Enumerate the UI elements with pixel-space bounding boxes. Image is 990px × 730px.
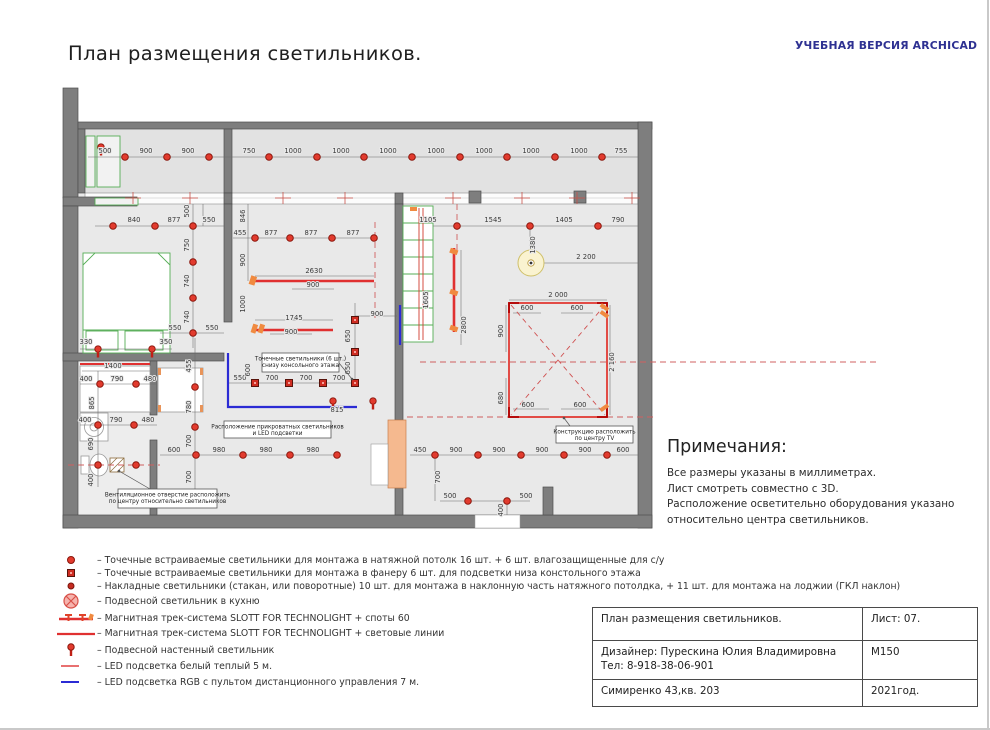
callout-text: Вентиляционное отверстие расположить [104,492,231,499]
ceiling-light-dot [190,223,197,230]
ceiling-light-dot [604,452,611,459]
dim-label: 480 [143,375,157,383]
legend-label: – Накладные светильники (стакан, или поворотные) 10 шт. для монтажа в наклонную часть натяжного потолдка, + 11 шт. для монтажа на лоджии (ГКЛ наклон) [97,580,901,592]
callout-text: снизу консольного этажа [262,363,339,369]
notes-line: Расположение осветительно оборудования указано [667,498,955,511]
dim-label: 750 [183,238,191,252]
dim-label: 500 [183,204,191,218]
legend-item [57,578,900,594]
dim-label: 690 [87,437,95,451]
ceiling-light-dot [287,235,294,242]
ceiling-light-dot [152,223,159,230]
dim-label: 790 [109,416,123,424]
dim-label: 900 [492,446,506,454]
dim-label: 480 [141,416,155,424]
ceiling-light-dot [240,452,247,459]
ceiling-light-dot [133,462,140,469]
ceiling-light-dot [133,381,140,388]
dim-label: 900 [239,253,247,267]
dim-label: 1000 [522,147,540,155]
titleblock-address: Симиренко 43,кв. 203 [593,680,863,706]
notes-title: Примечания: [667,437,787,457]
dim-label: 500 [98,147,112,155]
callout-text: Точечные светильники (6 шт.) [254,356,347,363]
plywood-light-center [354,382,356,384]
dim-label: 900 [578,446,592,454]
legend-label: – Точечные встраиваемые светильники для монтажа в фанеру 6 шт. для подсветки низа констольного этажа [97,567,641,579]
dim-label: 1000 [475,147,493,155]
dim-label: 815 [330,406,344,414]
dim-label: 400 [497,503,505,517]
plywood-light-center [288,382,290,384]
dim-label: 900 [306,281,320,289]
plywood-light-center [354,319,356,321]
ceiling-light-dot [252,235,259,242]
dim-label: 877 [346,229,360,237]
dim-label: 2800 [460,316,468,334]
dim-label: 600 [570,304,584,312]
dim-label: 790 [110,375,124,383]
callout-text: по центру TV [574,436,615,442]
ceiling-light-dot [409,154,416,161]
dim-label: 1000 [570,147,588,155]
dim-label: 700 [332,374,346,382]
ceiling-light-dot [190,295,197,302]
ceiling-light-dot [95,462,102,469]
plywood-light-center [322,382,324,384]
dim-label: 330 [79,338,93,346]
dim-label: 750 [242,147,256,155]
callout-text: Расположение прикроватных светильников [211,424,344,431]
dim-label: 1000 [427,147,445,155]
callout-box [211,421,344,438]
designer-phone: Тел: 8-918-38-06-901 [601,659,714,672]
dim-label: 350 [159,338,173,346]
ceiling-light-dot [190,330,197,337]
ceiling-light-dot [552,154,559,161]
legend-label: – Точечные встраиваемые светильники для монтажа в натяжной потолк 16 шт. + 6 шт. влагозащищенные для с/у [97,554,665,566]
dim-label: 877 [304,229,318,237]
ceiling-light-dot [334,452,341,459]
dim-label: 790 [611,216,625,224]
dim-label: 900 [449,446,463,454]
ceiling-light-dot [192,424,199,431]
dim-label: 755 [614,147,628,155]
legend-label: – Магнитная трек-система SLOTT FOR TECHNOLIGHT + световые линии [97,627,445,639]
legend-label: – Магнитная трек-система SLOTT FOR TECHNOLIGHT + споты 60 [97,612,410,624]
dim-label: 980 [306,446,320,454]
dim-label: 2 200 [576,253,596,261]
ceiling-light-dot [504,154,511,161]
dim-label: 2 000 [548,291,568,299]
led-rgb-icon [57,674,97,690]
titleblock-sheet-number: Лист: 07. [863,608,977,641]
notes-line: Все размеры указаны в миллиметрах. [667,467,877,479]
dim-label: 400 [78,416,92,424]
pendant-kitchen-icon [57,593,97,609]
ceiling-light-dot [329,235,336,242]
archicad-watermark: УЧЕБНАЯ ВЕРСИЯ ARCHICAD [795,39,978,52]
titleblock-sheet-name: План размещения светильников. [593,608,863,641]
notes-line: Лист смотреть совместно с 3D. [667,482,839,495]
ceiling-light-dot [193,452,200,459]
ceiling-light-dot [475,452,482,459]
legend-label: – LED подсветка белый теплый 5 м. [97,660,273,672]
callout-text: по центру относительно светильников [108,499,227,505]
dim-label: 900 [139,147,153,155]
dim-label: 1000 [332,147,350,155]
dim-label: 780 [185,400,193,414]
dim-label: 680 [497,391,505,405]
dim-label: 1000 [239,295,247,313]
ceiling-light-dot [190,259,197,266]
dim-label: 700 [185,434,193,448]
window-band [85,193,638,204]
dim-label: 600 [616,446,630,454]
surface-spot-icon [57,578,97,594]
dim-label: 1380 [529,236,537,254]
dim-label: 600 [521,401,535,409]
plywood-light-center [354,351,356,353]
ceiling-light-dot [454,223,461,230]
legend-item [57,658,272,674]
wall-lamp-icon [57,642,97,658]
designer-name: Дизайнер: Пурескина Юлия Владимировна [601,646,837,658]
ceiling-light-dot [131,422,138,429]
dim-label: 700 [434,470,442,484]
sheet-edge-right [987,0,989,730]
titleblock-designer [593,641,863,680]
legend-item [57,610,410,626]
ceiling-light-dot [287,452,294,459]
dim-label: 450 [413,446,427,454]
ceiling-light-dot [266,154,273,161]
dim-label: 900 [497,324,505,338]
dim-label: 877 [264,229,278,237]
notes-block [667,437,977,528]
ceiling-light-dot [599,154,606,161]
legend-label: – Подвесной светильник в кухню [97,595,260,607]
dim-label: 700 [299,374,313,382]
dim-label: 650 [344,361,352,375]
ceiling-light-dot [371,235,378,242]
dim-label: 1405 [555,216,573,224]
ceiling-light-dot [314,154,321,161]
ceiling-light-dot [361,154,368,161]
notes-line: относительно центра светильников. [667,513,869,526]
ceiling-light-dot [465,498,472,505]
ceiling-light-dot [97,381,104,388]
callout-text: Конструкцию расположить [553,429,636,436]
dim-label: 455 [233,229,247,237]
legend-label: – Подвесной настенный светильник [97,644,275,656]
legend-item [57,593,260,609]
dim-label: 840 [127,216,141,224]
dim-label: 550 [205,324,219,332]
dim-label: 2 160 [608,352,616,372]
dim-label: 600 [573,401,587,409]
ceiling-light-dot [561,452,568,459]
led-warm-icon [57,658,97,674]
dim-label: 500 [443,492,457,500]
dim-label: 900 [284,328,298,336]
dim-label: 1000 [284,147,302,155]
ceiling-light-dot [595,223,602,230]
dim-label: 980 [212,446,226,454]
legend-item [57,642,274,658]
ceiling-light-dot [518,452,525,459]
ceiling-light-dot [457,154,464,161]
dim-label: 400 [79,375,93,383]
titleblock-scale: М150 [863,641,977,680]
dim-label: 700 [185,470,193,484]
dim-label: 550 [202,216,216,224]
dim-label: 740 [183,310,191,324]
dim-label: 846 [239,209,247,223]
dim-label: 1000 [379,147,397,155]
dim-label: 550 [233,374,247,382]
dim-label: 455 [185,359,193,373]
dim-label: 600 [520,304,534,312]
title-block [592,607,978,707]
legend-label: – LED подсветка RGB с пультом дистанционного управления 7 м. [97,676,420,688]
dim-label: 400 [87,473,95,487]
legend-item [57,625,444,641]
ceiling-light-dot [95,422,102,429]
ceiling-light-dot [122,154,129,161]
dim-label: 1400 [104,362,122,370]
dim-label: 740 [183,274,191,288]
dim-label: 600 [167,446,181,454]
page-title: План размещения светильников. [68,42,422,65]
track-spots-icon [57,610,97,626]
dim-label: 900 [535,446,549,454]
ceiling-light-dot [206,154,213,161]
dim-label: 500 [519,492,533,500]
wardrobe [403,206,433,342]
dim-label: 865 [88,396,96,410]
track-lines-icon [57,625,97,641]
ceiling-light-dot [164,154,171,161]
dim-label: 2630 [305,267,323,275]
dim-label: 900 [370,310,384,318]
dim-label: 650 [344,329,352,343]
ceiling-light-dot [432,452,439,459]
callout-text: и LED подсветки [252,431,303,437]
titleblock-year: 2021год. [871,685,920,697]
entry-door [388,420,406,488]
ceiling-light-dot [192,384,199,391]
ceiling-light-dot [504,498,511,505]
dim-label: 1105 [419,216,437,224]
ceiling-light-dot [527,223,534,230]
dim-label: 877 [167,216,181,224]
legend-item [57,674,419,690]
dim-label: 600 [244,363,252,377]
plywood-light-center [254,382,256,384]
ceiling-light-dot [110,223,117,230]
dim-label: 1605 [422,291,430,309]
dim-label: 700 [265,374,279,382]
dim-label: 1545 [484,216,502,224]
dim-label: 980 [259,446,273,454]
dim-label: 1745 [285,314,303,322]
dim-label: 900 [181,147,195,155]
dim-label: 550 [168,324,182,332]
